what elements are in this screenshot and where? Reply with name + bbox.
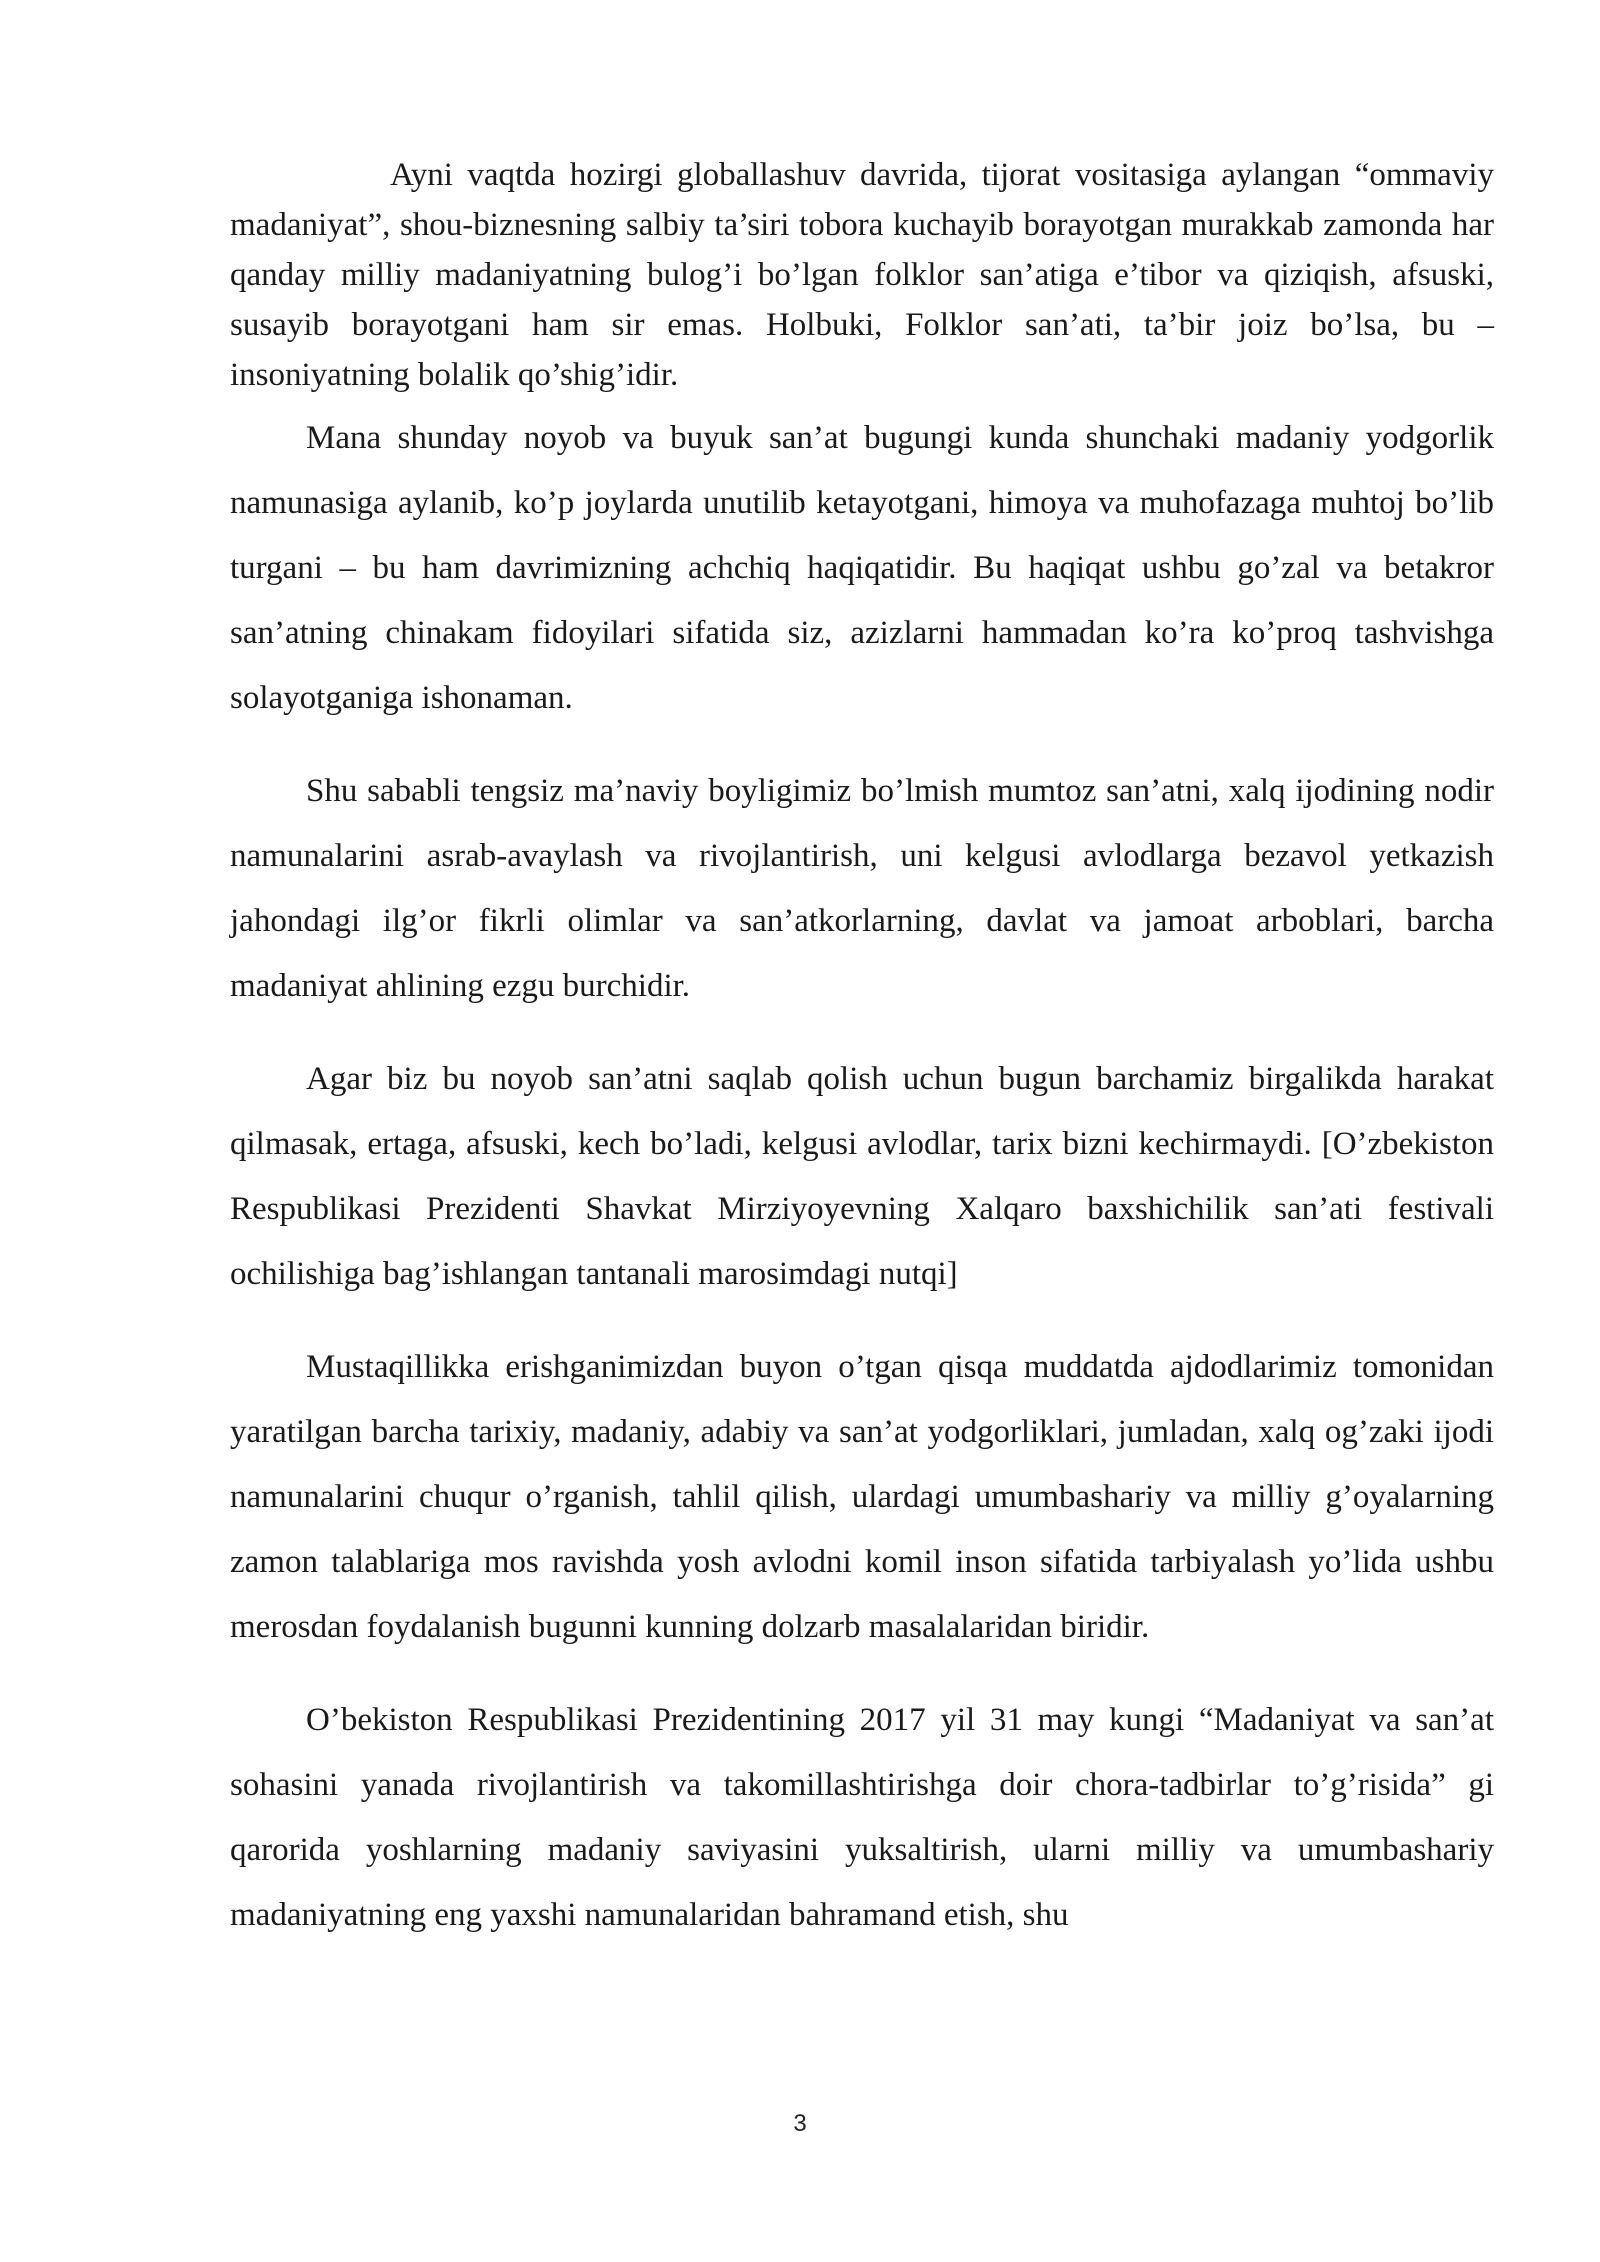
page-number: 3 [793, 2110, 807, 2137]
paragraph-4: Agar biz bu noyob san’atni saqlab qolish uchun bugun barchamiz birgalikda harakat qilmasak, ertaga, afsuski, kech bo’ladi, kelgusi avlodlar, tarix bizni kechirmaydi. [O’zbekiston Respublikasi Prezidenti Shavkat Mirziyoyevning Xalqaro baxshichilik san’ati festivali ochilishiga bag’ishlangan tantanali marosimdagi nutqi] [230, 1061, 1494, 1292]
paragraph-2: Mana shunday noyob va buyuk san’at bugungi kunda shunchaki madaniy yodgorlik namunasiga aylanib, ko’p joylarda unutilib ketayotgani, himoya va muhofazaga muhtoj bo’lib turgani – bu ham davrimizning achchiq haqiqatidir. Bu haqiqat ushbu go’zal va betakror san’atning chinakam fidoyilari sifatida siz, azizlarni hammadan ko’ra ko’proq tashvishga solayotganiga ishonaman. [230, 420, 1494, 716]
paragraph-1: Ayni vaqtda hozirgi globallashuv davrida, tijorat vositasiga aylangan “ommaviy madaniyat”, shou-biznesning salbiy ta’siri tobora kuchayib borayotgan murakkab zamonda har qanday milliy madaniyatning bulog’i bo’lgan folklor san’atiga e’tibor va qiziqish, afsuski, susayib borayotgani ham sir emas. Holbuki, Folklor san’ati, ta’bir joiz bo’lsa, bu – insoniyatning bolalik qo’shig’idir. [230, 157, 1494, 393]
intro-paragraph-block [230, 150, 1494, 400]
body-text-block [230, 406, 1494, 1976]
paragraph-6: O’bekiston Respublikasi Prezidentining 2017 yil 31 may kungi “Madaniyat va san’at sohasini yanada rivojlantirish va takomillashtirishga doir chora-tadbirlar to’g’risida” gi qarorida yoshlarning madaniy saviyasini yuksaltirish, ularni milliy va umumbashariy madaniyatning eng yaxshi namunalaridan bahramand etish, shu [230, 1702, 1494, 1933]
paragraph-3: Shu sababli tengsiz ma’naviy boyligimiz bo’lmish mumtoz san’atni, xalq ijodining nodir namunalarini asrab-avaylash va rivojlantirish, uni kelgusi avlodlarga bezavol yetkazish jahondagi ilg’or fikrli olimlar va san’atkorlarning, davlat va jamoat arboblari, barcha madaniyat ahlining ezgu burchidir. [230, 773, 1494, 1004]
paragraph-5: Mustaqillikka erishganimizdan buyon o’tgan qisqa muddatda ajdodlarimiz tomonidan yaratilgan barcha tarixiy, madaniy, adabiy va san’at yodgorliklari, jumladan, xalq og’zaki ijodi namunalarini chuqur o’rganish, tahlil qilish, ulardagi umumbashariy va milliy g’oyalarning zamon talablariga mos ravishda yosh avlodni komil inson sifatida tarbiyalash yo’lida ushbu merosdan foydalanish bugunni kunning dolzarb masalalaridan biridir. [230, 1349, 1494, 1645]
